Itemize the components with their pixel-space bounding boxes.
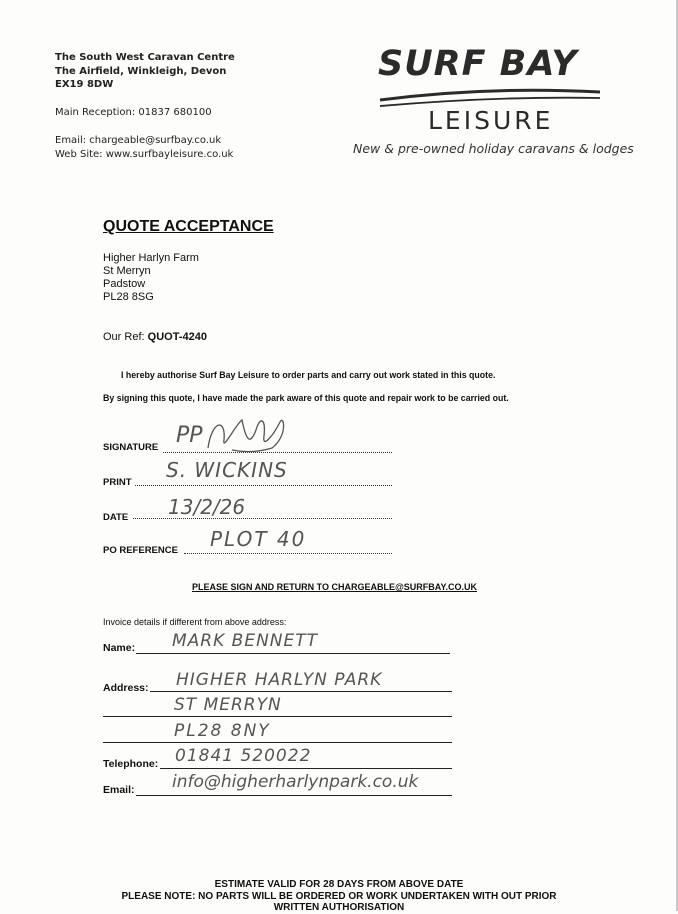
company-postcode: EX19 8DW (55, 79, 114, 90)
invoice-telephone-label: Telephone: (103, 758, 159, 770)
company-name: The South West Caravan Centre (55, 52, 235, 63)
invoice-address-label: Address: (103, 682, 149, 694)
invoice-name-label: Name: (103, 642, 136, 654)
logo-title: SURF BAY (378, 44, 578, 84)
po-reference-label: PO REFERENCE (103, 545, 178, 556)
invoice-address-line-2 (103, 716, 452, 717)
ref-label: Our Ref: (103, 331, 145, 343)
po-reference-value: PLOT 40 (210, 527, 307, 551)
print-value: S. WICKINS (166, 458, 288, 482)
handwritten-signature (202, 410, 292, 456)
company-address-line: The Airfield, Winkleigh, Devon (55, 65, 227, 77)
footer-line-2: PLEASE NOTE: NO PARTS WILL BE ORDERED OR WORK UNDERTAKEN WITH OUT PRIOR (121, 890, 557, 902)
ref-value: QUOT-4240 (147, 331, 207, 343)
aware-statement: By signing this quote, I have made the park aware of this quote and repair work to be carried out. (103, 393, 509, 403)
invoice-email-label: Email: (103, 784, 135, 796)
invoice-email-line (136, 795, 452, 796)
recipient-address (103, 252, 199, 304)
print-line (135, 485, 392, 486)
date-label: DATE (103, 512, 129, 523)
company-website: Web Site: www.surfbayleisure.co.uk (55, 149, 234, 160)
logo-subtitle: LEISURE (428, 106, 554, 135)
signature-label: SIGNATURE (103, 442, 159, 453)
invoice-address-value-1: HIGHER HARLYN PARK (176, 670, 383, 690)
invoice-name-line (136, 653, 450, 654)
invoice-name-value: MARK BENNETT (172, 631, 319, 651)
company-reception: Main Reception: 01837 680100 (55, 107, 212, 118)
recipient-line: St Merryn (103, 265, 151, 277)
invoice-email-value: info@higherharlynpark.co.uk (172, 772, 419, 792)
invoice-address-line-3 (103, 742, 452, 743)
invoice-telephone-line (160, 768, 452, 769)
signature-pp: PP (176, 423, 203, 448)
invoice-address-line-1 (150, 691, 452, 692)
footer-notice (0, 879, 678, 914)
authorise-statement: I hereby authorise Surf Bay Leisure to order parts and carry out work stated in this quote. (121, 370, 496, 380)
footer-line-1: ESTIMATE VALID FOR 28 DAYS FROM ABOVE DATE (214, 879, 464, 890)
recipient-line: Higher Harlyn Farm (103, 252, 199, 264)
print-label: PRINT (103, 477, 132, 488)
invoice-intro: Invoice details if different from above address: (103, 617, 287, 627)
invoice-address-value-2: ST MERRYN (174, 695, 282, 715)
recipient-line: PL28 8SG (103, 291, 154, 303)
date-value: 13/2/26 (168, 495, 246, 519)
our-reference (103, 331, 207, 344)
recipient-line: Padstow (103, 278, 146, 290)
company-email: Email: chargeable@surfbay.co.uk (55, 135, 222, 146)
invoice-telephone-value: 01841 520022 (175, 746, 312, 766)
po-reference-line (184, 553, 392, 554)
logo-tagline: New & pre-owned holiday caravans & lodges (353, 141, 634, 156)
footer-line-3: WRITTEN AUTHORISATION (273, 902, 405, 913)
page-title: QUOTE ACCEPTANCE (103, 218, 274, 235)
invoice-address-value-3: PL28 8NY (174, 721, 271, 741)
company-address (55, 51, 235, 92)
return-notice: PLEASE SIGN AND RETURN TO CHARGEABLE@SURFBAY.CO.UK (192, 582, 477, 592)
